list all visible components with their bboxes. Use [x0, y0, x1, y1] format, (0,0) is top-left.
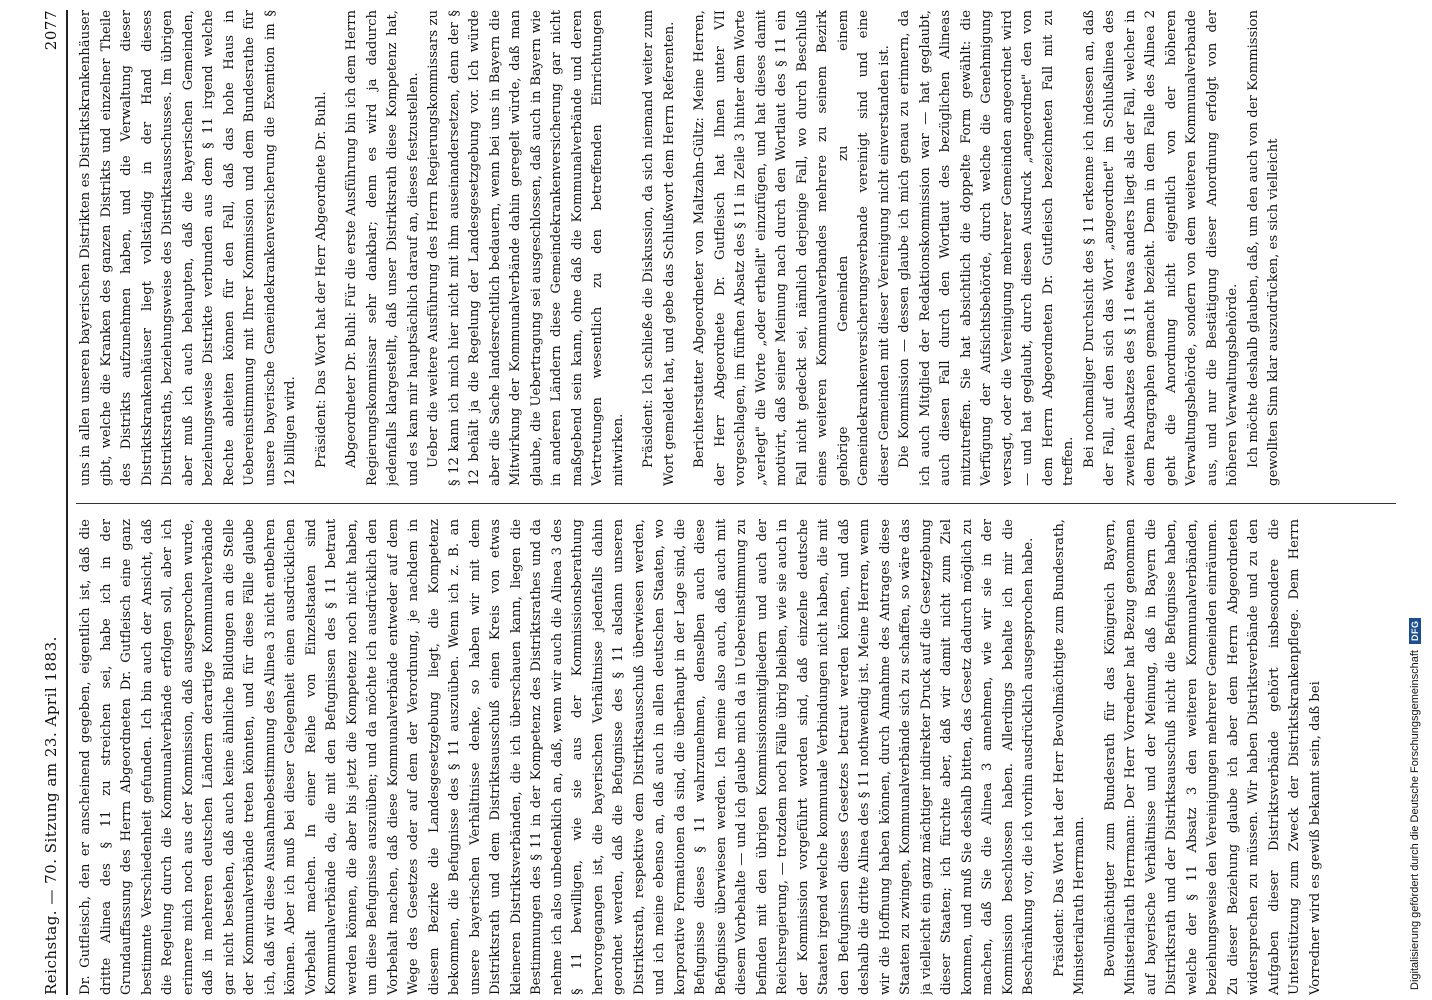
paragraph: Präsident: Das Wort hat der Herr Bevollmächtigte zum Bundesrath, Ministerialrath Herrmann.: [1051, 519, 1087, 995]
column-divider: [76, 503, 1396, 504]
funding-note: [1404, 20, 1426, 990]
column-left: [76, 519, 1396, 995]
header-rule: [66, 10, 68, 995]
dfg-logo: DFG: [1409, 618, 1421, 645]
text-columns: [76, 10, 1396, 995]
paragraph: Abgeordneter Dr. Buhl: Für die erste Ausführung bin ich dem Herrn Regierungskommissar sehr dankbar; denn es wird ja dadurch jedenfalls klargestellt, daß unser Distriktsrath diese Kompetenz hat, und es kam mir hauptsächlich darauf an, dieses festzustellen.: [344, 10, 421, 486]
paragraph: Bei nochmaliger Durchsicht des § 11 erkenne ich indessen an, daß der Fall, auf den sich das Wort „angeordnet" im Schlußalinea des zweiten Absatzes des § 11 etwas anders liegt als der Fall, welcher in dem Paragraphen gemacht bezieht. Denn in dem Falle des Alinea 2 geht die Anordnung nicht eigentlich von der höheren Verwaltungsbehörde, sondern von dem weiteren Kommunalverbande aus, und nur die Bestätigung dieser Anordnung erfolgt von der höheren Verwaltungsbehörde.: [1081, 10, 1240, 486]
page-number: 2077: [42, 10, 60, 51]
column-right: [76, 10, 1396, 486]
rotated-page: [40, 10, 1410, 995]
paragraph: Ueber die weitere Ausführung des Herrn Regierungskommissars zu § 12 kann ich mich hier nicht mit ihm auseinandersetzen, denn der § 12 behält ja die Regelung der Landesgesetzgebung vor. Ich würde aber die Sache landesrechtlich bedauern, wenn bei uns in Bayern die Mitwirkung der Kommunalverbände dahin geregelt würde, daß man glaube, die Uebertragung sei ausgeschlossen, daß auch in Bayern wie in anderen Ländern diese Gemeindekrankenversicherung gar nicht maßgebend sein kann, ohne daß die Kommunalverbände und deren Vertretungen wesentlich zu den betreffenden Einrichtungen mitwirken.: [426, 10, 626, 486]
paragraph: Dr. Gutfleisch, den er anscheinend gegeben, eigentlich ist, daß die dritte Alinea des § 11 zu streichen sei, habe ich in der Grundauffassung des Herrn Abgeordneten Dr. Gutfleisch eine ganz bestimmte Verschiedenheit gefunden. Ich bin auch der Ansicht, daß die Regelung durch die Kommunalverbände erfolgen soll, aber ich erinnere mich noch aus der Kommission, daß ausgesprochen wurde, daß in mehreren deutschen Ländern derartige Kommunalverbände gar nicht bestehen, daß auch keine ähnliche Bildungen an die Stelle der Kommunalverbände treten könnten, und für diese Fälle glaube ich, daß wir diese Ausnahmebestimmung des Alinea 3 nicht entbehren können. Aber ich muß bei dieser Gelegenheit einen ausdrücklichen Vorbehalt machen. In einer Reihe von Einzelstaaten sind Kommunalverbände da, die mit den Befugnissen des § 11 betraut werden können, die aber bis jetzt die Kompetenz noch nicht haben, um diese Befugnisse auszuüben; und da möchte ich ausdrücklich den Vorbehalt machen, daß diese Kommunalverbände entweder auf dem Wege des Gesetzes oder auf dem der Verordnung, je nachdem in diesem Bezirke die Landesgesetzgebung liegt, die Kompetenz bekommen, die Befugnisse des § 11 auszuüben. Wenn ich z. B. an unsere bayerischen Verhältnisse denke, so haben wir mit dem Distriktsrath und dem Distriktsausschuß einen Kreis von etwas kleineren Distriktsverbänden, die ich überschauen kann, liegen die Bestimmungen des § 11 in der Kompetenz des Distriktsrathes und da nehme ich also unbedenklich an, daß, wenn wir auch die Alinea 3 des § 11 bewilligen, wie sie aus der Kommissionsberathung hervorgegangen ist, die bayerischen Verhältnisse jedenfalls dahin geordnet werden, daß die Befugnisse des § 11 alsdann unseren Distriktsrath, respektive dem Distriktsausschuß überwiesen werden, und ich meine ebenso an, daß auch in allen deutschen Staaten, wo korporative Formationen da sind, die überhaupt in der Lage sind, die Befugnisse dieses § 11 wahrzunehmen, denselben auch diese Befugnisse überwiesen werden. Ich meine also auch, daß auch mit diesem Vorbehalte — und ich glaube mich da in Uebereinstimmung zu befinden mit den übrigen Kommissionsmitgliedern und auch der Reichsregierung, — trotzdem noch Fälle übrig bleiben, wie sie auch in der Kommission vorgeführt worden sind, daß einzelne deutsche Staaten irgend welche kommunale Verbindungen nicht haben, die mit den Befugnissen dieses Gesetzes betraut werden können, und daß deshalb die dritte Alinea des § 11 nothwendig ist. Meine Herren, wenn wir die Hoffnung haben können, durch Annahme des Antrages diese Staaten zu zwingen, Kommunalverbände sich zu schaffen, so wäre das ja vielleicht ein ganz mächtiger indirekter Druck auf die Gesetzgebung dieser Staaten; ich fürchte aber, daß wir damit nicht zum Ziel kommen, und muß Sie deshalb bitten, das Gesetz dadurch möglich zu machen, daß Sie die Alinea 3 annehmen, wie wir sie in der Kommission beschlossen haben. Allerdings behalte ich mir die Beschränkung vor, die ich vorhin ausdrücklich ausgesprochen habe.: [78, 519, 1036, 995]
running-head: Reichstag. — 70. Sitzung am 23. April 1883.: [42, 636, 60, 995]
paragraph: Präsident: Ich schließe die Diskussion, da sich niemand weiter zum Wort gemeldet hat, und gebe das Schlußwort dem Herrn Referenten.: [641, 10, 677, 486]
paragraph: uns in allen unseren bayerischen Distrikten es Distriktskrankenhäuser gibt, welche die Kranken des ganzen Distrikts und einzelner Theile des Distrikts aufzunehmen haben, und die Verwaltung dieser Distriktskrankenhäuser liegt vollständig in der Hand dieses Distriktsraths, beziehungsweise des Distriktsausschusses. Im übrigen aber muß ich auch behaupten, daß die bayerischen Gemeinden, beziehungsweise Distrikte verbunden aus dem § 11 irgend welche Rechte ableiten können für den Fall, daß das hohe Haus in Uebereinstimmung mit Ihrer Kommission und dem Bundesrathe für unsere bayerische Gemeindekrankenversicherung die Exemtion im § 12 billigen wird.: [78, 10, 298, 486]
page-header: [40, 10, 66, 995]
paragraph: Berichterstatter Abgeordneter von Maltzahn-Gültz: Meine Herren, der Herr Abgeordnete Dr. Gutfleisch hat Ihnen unter VII vorgeschlagen, im fünften Absatz des § 11 in Zeile 3 hinter dem Worte „verlegt" die Worte „oder ertheilt" einzufügen, und hat dieses damit motivirt, daß seiner Meinung nach durch den Wortlaut des § 11 ein Fall nicht gedeckt sei, nämlich derjenige Fall, wo durch Beschluß eines weiteren Kommunalverbandes mehrere zu seinem Bezirk gehörige Gemeinden zu einem Gemeindekrankenversicherungsverbande vereinigt sind und eine dieser Gemeinden mit dieser Vereinigung nicht einverstanden ist.: [692, 10, 892, 486]
funding-text: Digitalisierung gefördert durch die Deutsche Forschungsgemeinschaft: [1409, 650, 1421, 990]
paragraph: Präsident: Das Wort hat der Herr Abgeordnete Dr. Buhl.: [313, 91, 329, 468]
paragraph: Ich möchte deshalb glauben, daß, um den auch von der Kommission gewollten Sinn klar auszudrücken, es sich vielleicht: [1245, 10, 1281, 486]
paragraph: Die Kommission — dessen glaube ich mich genau zu erinnern, da ich auch Mitglied der Redaktionskommission war — hat geglaubt, auch diesen Fall durch den Wortlaut des bezüglichen Alineas mitzutreffen. Sie hat absichtlich die doppelte Form gewählt: die Verfügung der Aufsichtsbehörde, durch welche die Genehmigung versagt, oder die Vereinigung mehrerer Gemeinden angeordnet wird — und hat geglaubt, durch diesen Ausdruck „angeordnet" den von dem Herrn Abgeordneten Dr. Gutfleisch bezeichneten Fall mit zu treffen.: [897, 10, 1076, 486]
paragraph: Bevollmächtigter zum Bundesrath für das Königreich Bayern, Ministerialrath Herrmann: Der Herr Vorredner hat Bezug genommen auf bayerische Verhältnisse und der Meinung, daß in Bayern die Distriktsrath und der Distriktsausschuß nicht die Befugnisse haben, welche der § 11 Absatz 3 den weiteren Kommunalverbänden, beziehungsweise den Vereinigungen mehrerer Gemeinden einräumen. Zu dieser Beziehung glaube ich aber dem Herrn Abgeordneten widersprechen zu müssen. Wir haben Distriktsverbände und zu den Aufgaben dieser Distriktsverbände gehört insbesondere die Unterstützung zum Zweck der Distriktskrankenpflege. Dem Herrn Vorredner wird es gewiß bekannt sein, daß bei: [1102, 519, 1323, 995]
